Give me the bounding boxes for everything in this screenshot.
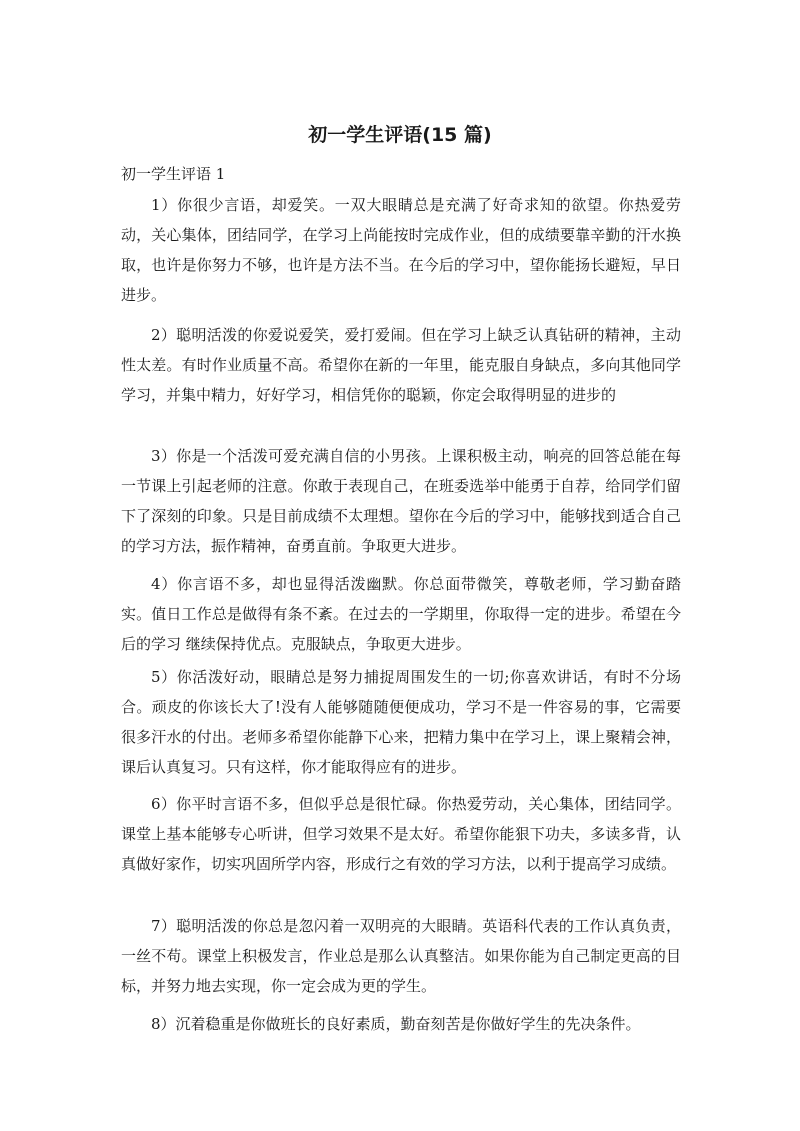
document-title: 初一学生评语(15 篇) — [308, 124, 492, 146]
section-heading: 初一学生评语 1 — [121, 165, 226, 183]
paragraph-6: 6）你平时言语不多，但似乎总是很忙碌。你热爱劳动，关心集体，团结同学。课堂上基本能够专心听讲，但学习效果不是太好。希望你能狠下功夫，多读多背，认真做好家作，切实巩固所学内容，形成行之有效的学习方法，以利于提高学习成绩。 — [121, 795, 681, 873]
paragraph-4: 4）你言语不多，却也显得活泼幽默。你总面带微笑，尊敬老师，学习勤奋踏实。值日工作总是做得有条不紊。在过去的一学期里，你取得一定的进步。希望在今后的学习 继续保持优点。克服缺点，争取更大进步。 — [121, 575, 681, 653]
paragraph-7: 7）聪明活泼的你总是忽闪着一双明亮的大眼睛。英语科代表的工作认真负责，一丝不苟。课堂上积极发言，作业总是那么认真整洁。如果你能为自己制定更高的目标，并努力地去实现，你一定会成为更的学生。 — [121, 917, 681, 995]
paragraph-1: 1）你很少言语，却爱笑。一双大眼睛总是充满了好奇求知的欲望。你热爱劳动，关心集体，团结同学，在学习上尚能按时完成作业，但的成绩要靠辛勤的汗水换取，也许是你努力不够，也许是方法不当。在今后的学习中，望你能扬长避短，早日进步。 — [121, 196, 681, 304]
paragraph-2: 2）聪明活泼的你爱说爱笑，爱打爱闹。但在学习上缺乏认真钻研的精神，主动性太差。有时作业质量不高。希望你在新的一年里，能克服自身缺点，多向其他同学学习，并集中精力，好好学习，相信凭你的聪颖，你定会取得明显的进步的 — [121, 326, 681, 404]
paragraph-5: 5）你活泼好动，眼睛总是努力捕捉周围发生的一切;你喜欢讲话，有时不分场合。顽皮的你该长大了!没有人能够随随便便成功，学习不是一件容易的事，它需要很多汗水的付出。老师多希望你能静下心来，把精力集中在学习上，课上聚精会神，课后认真复习。只有这样，你才能取得应有的进步。 — [121, 668, 681, 776]
paragraph-3: 3）你是一个活泼可爱充满自信的小男孩。上课积极主动，响亮的回答总能在每一节课上引起老师的注意。你敢于表现自己，在班委选举中能勇于自荐，给同学们留下了深刻的印象。只是目前成绩不太理想。望你在今后的学习中，能够找到适合自己的学习方法，振作精神，奋勇直前。争取更大进步。 — [121, 447, 681, 555]
paragraph-8: 8）沉着稳重是你做班长的良好素质，勤奋刻苦是你做好学生的先决条件。 — [151, 1015, 641, 1033]
